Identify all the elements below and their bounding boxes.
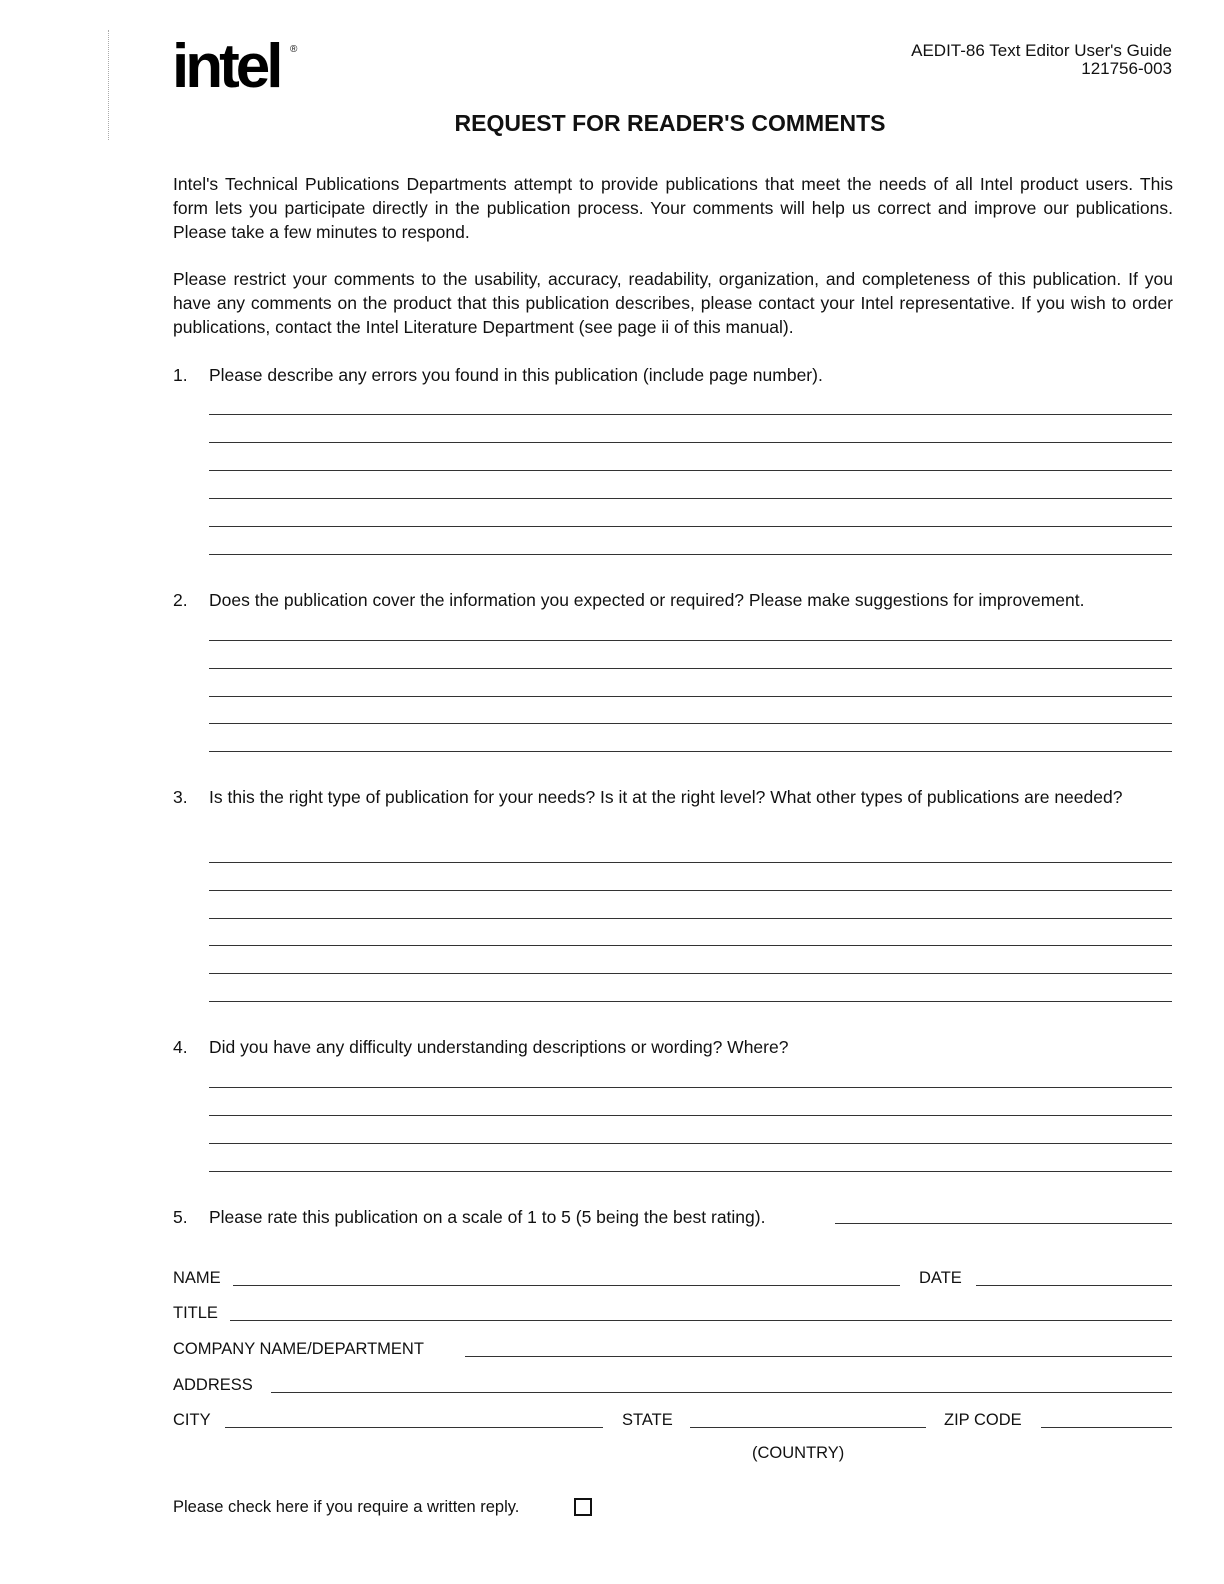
- question-1: [173, 363, 1173, 387]
- question-text: Did you have any difficulty understanding descriptions or wording? Where?: [209, 1037, 789, 1057]
- state-field[interactable]: [690, 1427, 926, 1428]
- company-field[interactable]: [465, 1356, 1172, 1357]
- question-4: [173, 1035, 1173, 1059]
- answer-line[interactable]: [209, 668, 1172, 669]
- answer-line[interactable]: [209, 526, 1172, 527]
- question-3: [173, 785, 1173, 809]
- city-field[interactable]: [225, 1427, 603, 1428]
- intro-paragraph-2: Please restrict your comments to the usability, accuracy, readability, organization, and completeness of this publication. If you have any comments on the product that this publication describes, please contact your Intel representative. If you wish to order publications, contact the Intel Literature Department (see page ii of this manual).: [173, 269, 1173, 337]
- city-state-zip-row: [173, 1408, 1172, 1430]
- answer-line[interactable]: [209, 723, 1172, 724]
- question-text: Please rate this publication on a scale of 1 to 5 (5 being the best rating).: [209, 1207, 766, 1227]
- state-label: STATE: [622, 1411, 673, 1429]
- title-row: [173, 1301, 1172, 1323]
- answer-line[interactable]: [209, 470, 1172, 471]
- title-field[interactable]: [230, 1320, 1172, 1321]
- answer-line[interactable]: [209, 554, 1172, 555]
- address-label: ADDRESS: [173, 1376, 253, 1394]
- question-number: 4.: [173, 1037, 188, 1057]
- question-5: [173, 1205, 1173, 1229]
- answer-line[interactable]: [209, 442, 1172, 443]
- document-header: [911, 42, 1172, 78]
- answer-line[interactable]: [209, 1001, 1172, 1002]
- question-2: [173, 588, 1173, 612]
- address-field[interactable]: [271, 1392, 1172, 1393]
- written-reply-checkbox[interactable]: [574, 1498, 592, 1516]
- question-number: 5.: [173, 1207, 188, 1227]
- order-number: 121756-003: [1081, 59, 1172, 78]
- city-label: CITY: [173, 1411, 211, 1429]
- answer-line[interactable]: [209, 696, 1172, 697]
- answer-line[interactable]: [209, 1087, 1172, 1088]
- answer-line[interactable]: [209, 751, 1172, 752]
- answer-line[interactable]: [209, 945, 1172, 946]
- title-label: TITLE: [173, 1304, 218, 1322]
- answer-line[interactable]: [209, 890, 1172, 891]
- answer-line[interactable]: [209, 862, 1172, 863]
- intel-logo: [172, 32, 302, 116]
- name-label: NAME: [173, 1269, 221, 1287]
- answer-line[interactable]: [209, 1115, 1172, 1116]
- answer-line[interactable]: [209, 1143, 1172, 1144]
- question-text: Please describe any errors you found in this publication (include page number).: [209, 365, 823, 385]
- registered-mark: ®: [290, 44, 298, 55]
- name-field[interactable]: [233, 1285, 900, 1286]
- country-label: (COUNTRY): [752, 1444, 845, 1462]
- zip-field[interactable]: [1041, 1427, 1172, 1428]
- answer-line[interactable]: [209, 414, 1172, 415]
- intro-paragraph-1: Intel's Technical Publications Departments attempt to provide publications that meet the needs of all Intel product users. This form lets you participate directly in the publication process. Your comments will help us correct and improve our publications. Please take a few minutes to respond.: [173, 174, 1173, 242]
- question-text: Does the publication cover the information you expected or required? Please make suggestions for improvement.: [209, 590, 1085, 610]
- answer-line[interactable]: [209, 973, 1172, 974]
- name-date-row: [173, 1266, 1172, 1288]
- answer-line[interactable]: [209, 640, 1172, 641]
- question-number: 1.: [173, 365, 188, 385]
- rating-line[interactable]: [835, 1223, 1172, 1224]
- page-title: REQUEST FOR READER'S COMMENTS: [454, 110, 886, 136]
- date-field[interactable]: [976, 1285, 1172, 1286]
- company-label: COMPANY NAME/DEPARTMENT: [173, 1340, 424, 1358]
- date-label: DATE: [919, 1269, 962, 1287]
- address-row: [173, 1373, 1172, 1395]
- company-row: [173, 1337, 1172, 1359]
- answer-line[interactable]: [209, 918, 1172, 919]
- question-number: 2.: [173, 590, 188, 610]
- answer-line[interactable]: [209, 498, 1172, 499]
- guide-title: AEDIT-86 Text Editor User's Guide: [911, 41, 1172, 60]
- zip-label: ZIP CODE: [944, 1411, 1022, 1429]
- question-text: Is this the right type of publication for your needs? Is it at the right level? What other types of publications are needed?: [209, 787, 1123, 807]
- question-number: 3.: [173, 787, 188, 807]
- answer-line[interactable]: [209, 1171, 1172, 1172]
- logo-text: intel: [172, 32, 280, 101]
- reply-label: Please check here if you require a written reply.: [173, 1498, 520, 1516]
